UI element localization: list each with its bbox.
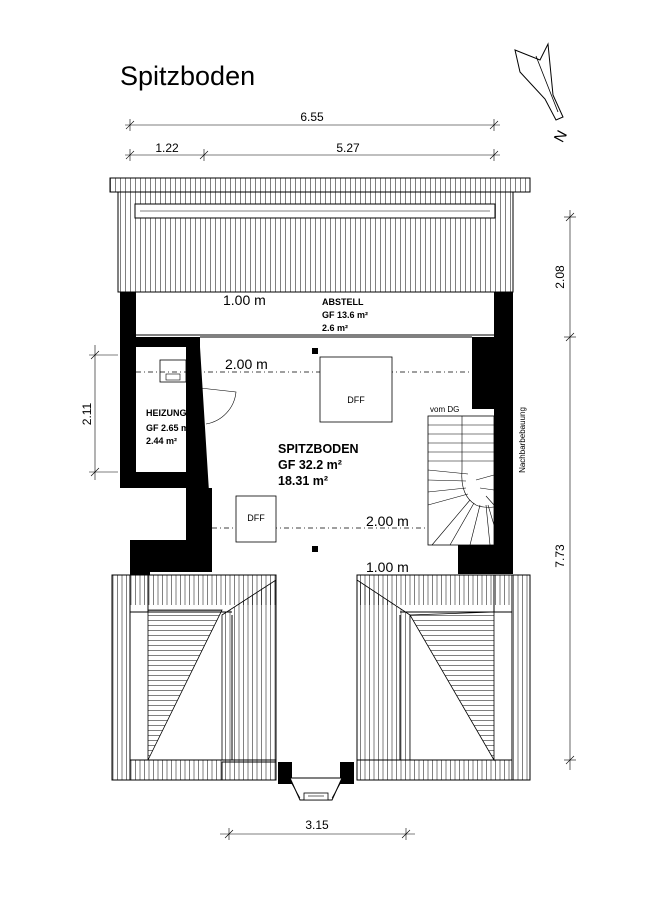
dimension-right <box>553 210 576 770</box>
post-marker <box>312 348 318 354</box>
north-label: N <box>550 127 572 146</box>
height-line-label: 1.00 m <box>366 559 409 575</box>
dim-left-segment: 1.22 <box>155 141 179 155</box>
dimension-top <box>125 110 500 161</box>
dim-left-side: 2.11 <box>80 402 94 426</box>
skylight-1 <box>320 357 392 422</box>
height-line-label: 2.00 m <box>366 513 409 529</box>
dim-right-upper: 2.08 <box>553 265 567 289</box>
roof-bottom-right <box>357 575 530 780</box>
room-abstell-name: ABSTELL <box>322 297 364 307</box>
bay-window <box>278 762 354 800</box>
dim-bottom-width: 3.15 <box>305 818 329 832</box>
roof-bottom-left <box>112 575 276 780</box>
dimension-bottom <box>220 818 415 840</box>
room-abstell-gf: GF 13.6 m² <box>322 310 369 320</box>
room-heizung-gf: GF 2.65 m² <box>146 423 193 433</box>
room-spitzboden-gf: GF 32.2 m² <box>278 458 342 472</box>
skylight-2 <box>236 496 276 542</box>
dim-right-segment: 5.27 <box>336 141 360 155</box>
room-spitzboden-area: 18.31 m² <box>278 474 329 488</box>
room-spitzboden <box>278 442 359 488</box>
neighbor-label: Nachbarbebauung <box>518 407 527 473</box>
stairs-label: vom DG <box>430 405 460 414</box>
post-marker <box>312 546 318 552</box>
dim-overall-width: 6.55 <box>300 110 324 124</box>
room-abstell-area: 2.6 m² <box>322 323 349 333</box>
room-heizung-name: HEIZUNG <box>146 408 187 418</box>
height-line-label: 2.00 m <box>225 356 268 372</box>
north-arrow-icon <box>515 44 571 145</box>
plan-title: Spitzboden <box>120 61 256 91</box>
room-heizung-area: 2.44 m² <box>146 436 178 446</box>
skylight-label: DFF <box>347 395 365 405</box>
roof-top <box>110 178 530 292</box>
room-spitzboden-name: SPITZBODEN <box>278 442 359 456</box>
skylight-label: DFF <box>247 513 265 523</box>
dimension-left <box>80 345 118 480</box>
height-line-label: 1.00 m <box>223 292 266 308</box>
dim-right-lower: 7.73 <box>553 544 567 568</box>
room-abstell <box>136 292 494 337</box>
staircase <box>428 405 494 545</box>
